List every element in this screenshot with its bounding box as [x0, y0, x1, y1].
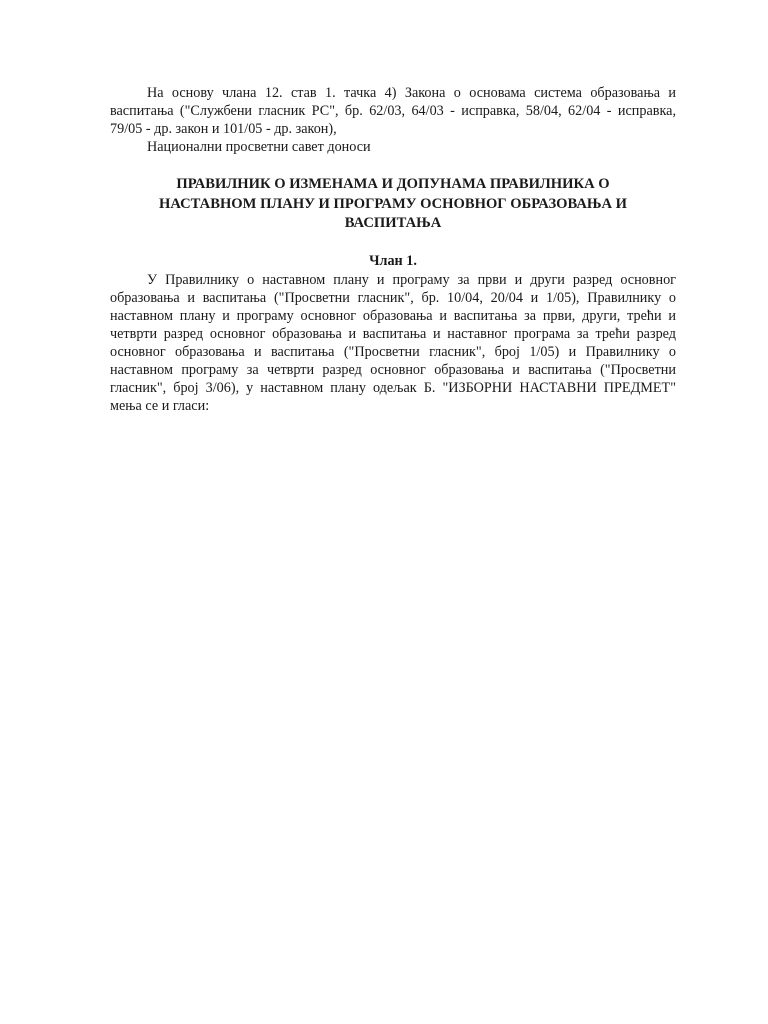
council-paragraph: Национални просветни савет доноси: [147, 139, 371, 155]
document-content: [110, 84, 676, 415]
article-heading: Члан 1.: [369, 252, 417, 269]
preamble-paragraph: На основу члана 12. став 1. тачка 4) Закона о основама система образовања и васпитања ("Службени гласник РС", бр. 62/03, 64/03 - исправка, 58/04, 62/04 - исправка, 79/05 - др. закон и 101/05 - др. закон),: [110, 85, 676, 137]
article-body-paragraph: У Правилнику о наставном плану и програму за први и други разред основног образовања и васпитања ("Просветни гласник", бр. 10/04, 20/04 и 1/05), Правилнику о наставном плану и програму основног образовања и васпитања за први, други, трећи и четврти разред основног образовања и васпитања и наставног програма за трећи разред основног образовања и васпитања ("Просветни гласник", број 1/05) и Правилнику о наставном програму за четврти разред основног образовања и васпитања ("Просветни гласник", број 3/06), у наставном плану одељак Б. "ИЗБОРНИ НАСТАВНИ ПРЕДМЕТ" мења се и гласи:: [110, 271, 676, 414]
document-title: ПРАВИЛНИК О ИЗМЕНАМА И ДОПУНАМА ПРАВИЛНИКА О НАСТАВНОМ ПЛАНУ И ПРОГРАМУ ОСНОВНОГ ОБРАЗОВАЊА И ВАСПИТАЊА: [158, 176, 628, 231]
